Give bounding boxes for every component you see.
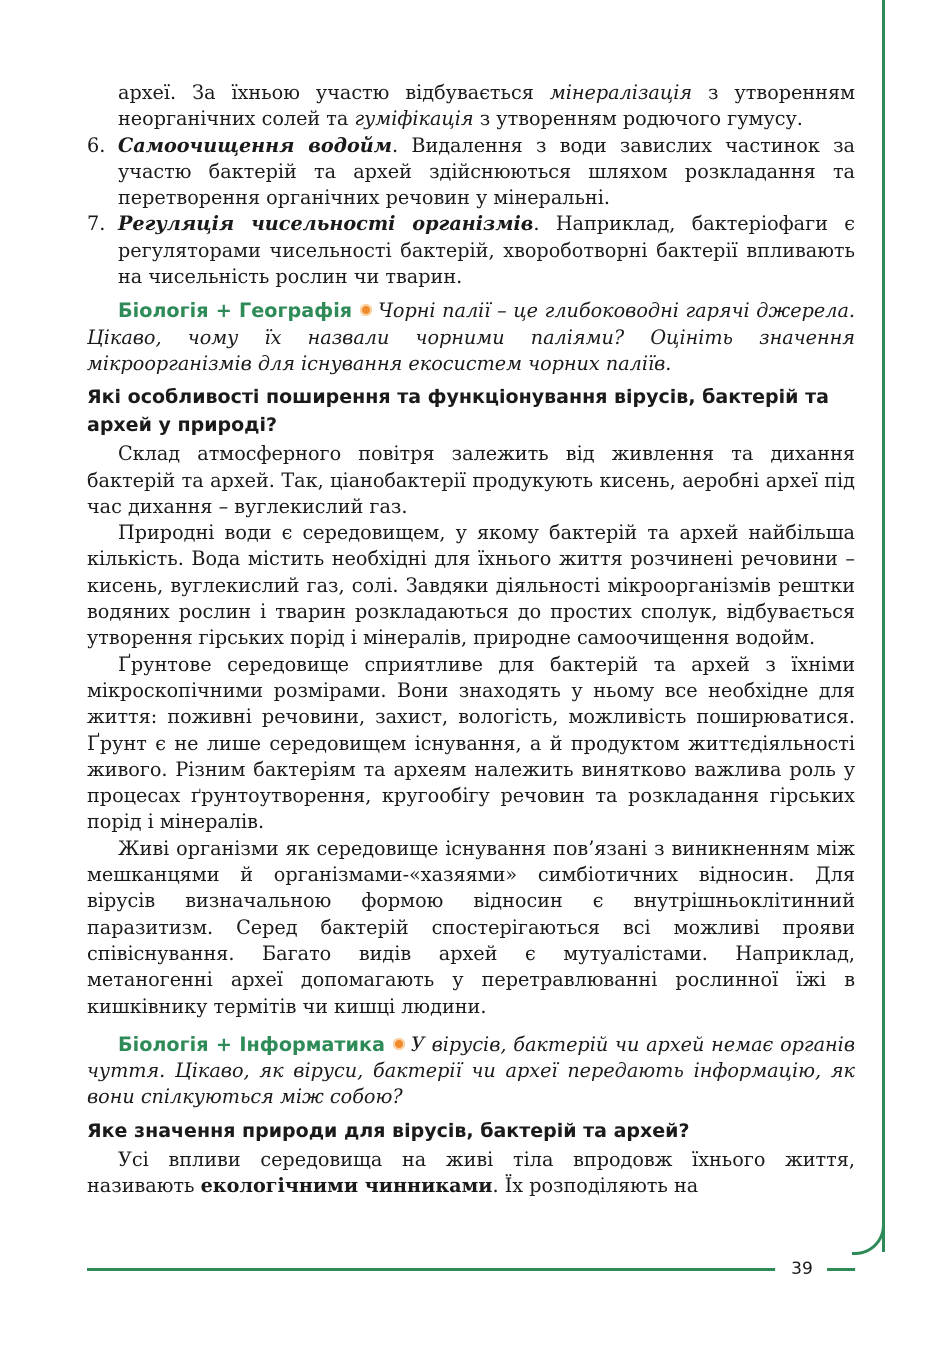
list-desc: . Видалення з води завислих частинок за участю бактерій та архей здійснюються шляхом розкладання та перетворення органічних речовин у мінеральні.: [118, 133, 855, 210]
interdisciplinary-geography: [87, 298, 855, 377]
list-term: Регуляція чисельності організмів: [118, 212, 534, 236]
list-item: [87, 133, 855, 212]
list-item: [87, 211, 855, 290]
inter-label: Біологія + Географія: [118, 299, 353, 323]
list-term: Самоочищення водойм: [118, 133, 392, 157]
page-content: [87, 80, 855, 1199]
footer-line-right: [827, 1268, 855, 1271]
list-number: 6.: [87, 133, 106, 157]
page-frame-corner: [852, 1222, 885, 1255]
list-text: [118, 133, 855, 212]
list-number: 7.: [87, 212, 106, 236]
flower-icon: [393, 1038, 405, 1050]
text-run: з утворенням родючого гумусу.: [473, 107, 803, 131]
text-run: Усі впливи середовища на живі тіла впродовж їхнього життя, називають: [87, 1147, 855, 1197]
term-mineralization: мінералізація: [549, 81, 693, 104]
inter-text: У вірусів, бактерій чи архей немає органів чуття. Цікаво, як віруси, бактерії чи археї передають інформацію, як вони спілкуються між собою?: [87, 1032, 855, 1109]
text-run: . Їх розподіляють на: [492, 1173, 699, 1197]
interdisciplinary-informatics: [87, 1032, 855, 1111]
paragraph-water: Природні води є середовищем, у якому бактерій та архей найбільша кількість. Вода містить необхідні для їхнього життя розчинені речовини – кисень, вуглекислий газ, солі. Завдяки діяльності мікроорганізмів рештки водяних рослин і тварин розкладаються до простих сполук, відбувається утворення гірських порід і мінералів, природне самоочищення водойм.: [87, 521, 855, 650]
text-run: з утворенням неорганічних солей та: [118, 81, 855, 131]
section-heading: Яке значення природи для вірусів, бактерій та архей?: [87, 1119, 690, 1142]
continued-paragraph: [87, 80, 855, 133]
paragraph-organisms: Живі організми як середовище існування пов’язані з виникненням між мешканцями й організмами-«хазяями» симбіотичних відносин. Для вірусів визначальною формою відносин є внутрішньоклітинний паразитизм. Серед бактерій спостерігаються всі можливі прояви співіснування. Багато видів архей є мутуалістами. Наприклад, метаногенні археї допомагають у перетравлюванні рослинної їжі в кишківнику термітів чи кишці людини.: [87, 836, 855, 1018]
footer-line: [87, 1268, 775, 1271]
term-humification: гуміфікація: [354, 107, 474, 131]
text-run: археї. За їхньою участю відбувається: [118, 81, 550, 104]
list-text: [118, 211, 855, 290]
flower-icon: [360, 304, 372, 316]
section-heading: Які особливості поширення та функціонування вірусів, бактерій та архей у природі?: [87, 386, 829, 437]
term-ecological-factors: екологічними чинниками: [200, 1173, 493, 1197]
inter-text: Чорні палії – це глибоководні гарячі джерела. Цікаво, чому їх назвали чорними паліями? Оцініть значення мікроорганізмів для існування екосистем чорних паліїв.: [87, 299, 855, 375]
list-desc: . Наприклад, бактеріофаги є регуляторами чисельності бактерій, хвороботворні бактерії впливають на чисельність рослин чи тварин.: [118, 212, 855, 289]
inter-label: Біологія + Інформатика: [118, 1032, 385, 1056]
paragraph-ecological-factors: [87, 1147, 855, 1200]
page-frame-right: [882, 0, 885, 1252]
paragraph-atmosphere: Склад атмосферного повітря залежить від живлення та дихання бактерій та архей. Так, ціанобактерії продукують кисень, аеробні археї під час дихання – вуглекислий газ.: [87, 442, 855, 518]
page-number: 39: [791, 1259, 813, 1279]
paragraph-soil: Ґрунтове середовище сприятливе для бактерій та архей з їхніми мікроскопічними розмірами. Вони знаходять у ньому все необхідне для життя: поживні речовини, захист, вологість, можливість поширюватися. Ґрунт є не лише середовищем існування, а й продуктом життєдіяльності живого. Різним бактеріям та археям належить винятково важлива роль у процесах ґрунтоутворення, кругообігу речовин та розкладання гірських порід і мінералів.: [87, 652, 855, 834]
